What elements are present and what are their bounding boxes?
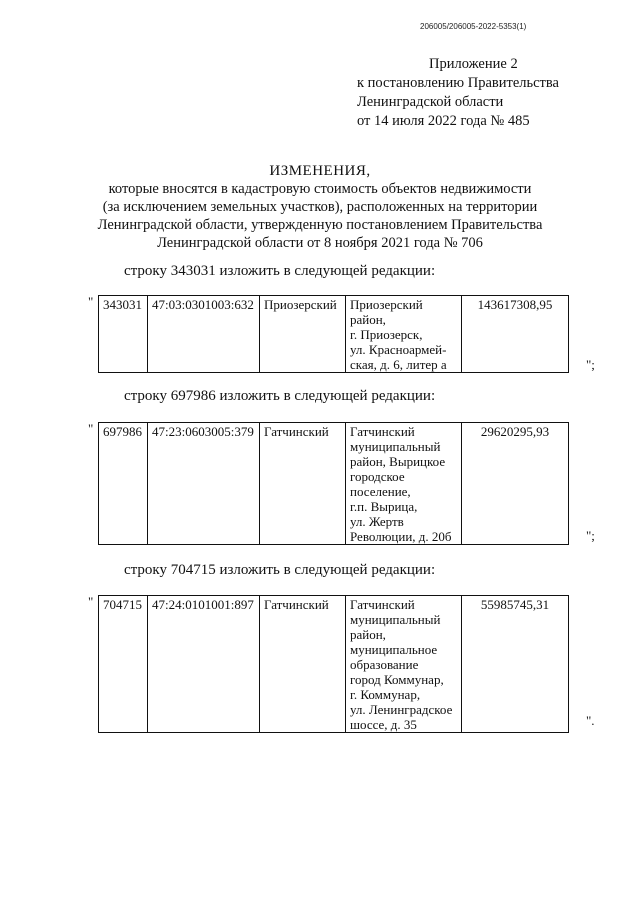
open-quote: ": [88, 294, 94, 309]
district: Приозерский: [260, 296, 346, 373]
address: [346, 296, 462, 373]
cadastral-number: 47:03:0301003:632: [148, 296, 260, 373]
table-row: [99, 596, 569, 733]
address-line: ул. Красноармей-: [350, 342, 447, 357]
address-line: г. Коммунар,: [350, 687, 421, 702]
address-line: шоссе, д. 35: [350, 717, 417, 732]
address-line: г. Приозерск,: [350, 327, 423, 342]
appendix-number: Приложение 2: [429, 56, 518, 72]
address-line: Гатчинский: [350, 424, 415, 439]
address: [346, 423, 462, 545]
address-line: район,: [350, 627, 386, 642]
record-number: 343031: [99, 296, 148, 373]
cadastral-value: 55985745,31: [462, 596, 569, 733]
appendix-date: от 14 июля 2022 года № 485: [357, 113, 530, 129]
appendix-line: к постановлению Правительства: [357, 75, 559, 91]
record-table: [98, 422, 569, 545]
address-line: ул. Жертв: [350, 514, 404, 529]
title-line: которые вносятся в кадастровую стоимость объектов недвижимости: [108, 181, 532, 197]
address-line: образование: [350, 657, 419, 672]
open-quote: ": [88, 594, 94, 609]
title-line: (за исключением земельных участков), расположенных на территории: [102, 199, 538, 215]
cadastral-number: 47:23:0603005:379: [148, 423, 260, 545]
document-id: 206005/206005-2022-5353(1): [420, 22, 527, 31]
open-quote: ": [88, 421, 94, 436]
close-quote: ".: [586, 713, 595, 728]
address-line: район,: [350, 312, 386, 327]
address-line: поселение,: [350, 484, 411, 499]
record-number: 704715: [99, 596, 148, 733]
address-line: муниципальное: [350, 642, 438, 657]
table-row: [99, 296, 569, 373]
cadastral-value: 143617308,95: [462, 296, 569, 373]
cadastral-value: 29620295,93: [462, 423, 569, 545]
address-line: г.п. Вырица,: [350, 499, 418, 514]
address-line: город Коммунар,: [350, 672, 444, 687]
record-table: [98, 595, 569, 733]
record-table: [98, 295, 569, 373]
close-quote: ";: [586, 528, 595, 543]
address: [346, 596, 462, 733]
address-line: Революции, д. 20б: [350, 529, 452, 544]
district: Гатчинский: [260, 423, 346, 545]
address-line: муниципальный: [350, 612, 441, 627]
record-instruction: строку 343031 изложить в следующей редакции:: [124, 263, 436, 279]
appendix-header: [357, 55, 559, 131]
title-line: Ленинградской области, утвержденную постановлением Правительства: [97, 217, 543, 233]
address-line: Приозерский: [350, 297, 423, 312]
cadastral-number: 47:24:0101001:897: [148, 596, 260, 733]
record-instruction: строку 697986 изложить в следующей редакции:: [124, 388, 436, 404]
appendix-line: Ленинградской области: [357, 94, 504, 110]
address-line: Гатчинский: [350, 597, 415, 612]
record-number: 697986: [99, 423, 148, 545]
document-title: [0, 162, 640, 252]
title-line: Ленинградской области от 8 ноября 2021 года № 706: [157, 235, 483, 251]
district: Гатчинский: [260, 596, 346, 733]
record-instruction: строку 704715 изложить в следующей редакции:: [124, 562, 436, 578]
address-line: ская, д. 6, литер а: [350, 357, 447, 372]
address-line: муниципальный: [350, 439, 441, 454]
address-line: ул. Ленинградское: [350, 702, 453, 717]
title-heading: ИЗМЕНЕНИЯ,: [269, 163, 371, 179]
close-quote: ";: [586, 357, 595, 372]
address-line: район, Вырицкое: [350, 454, 446, 469]
table-row: [99, 423, 569, 545]
address-line: городское: [350, 469, 405, 484]
